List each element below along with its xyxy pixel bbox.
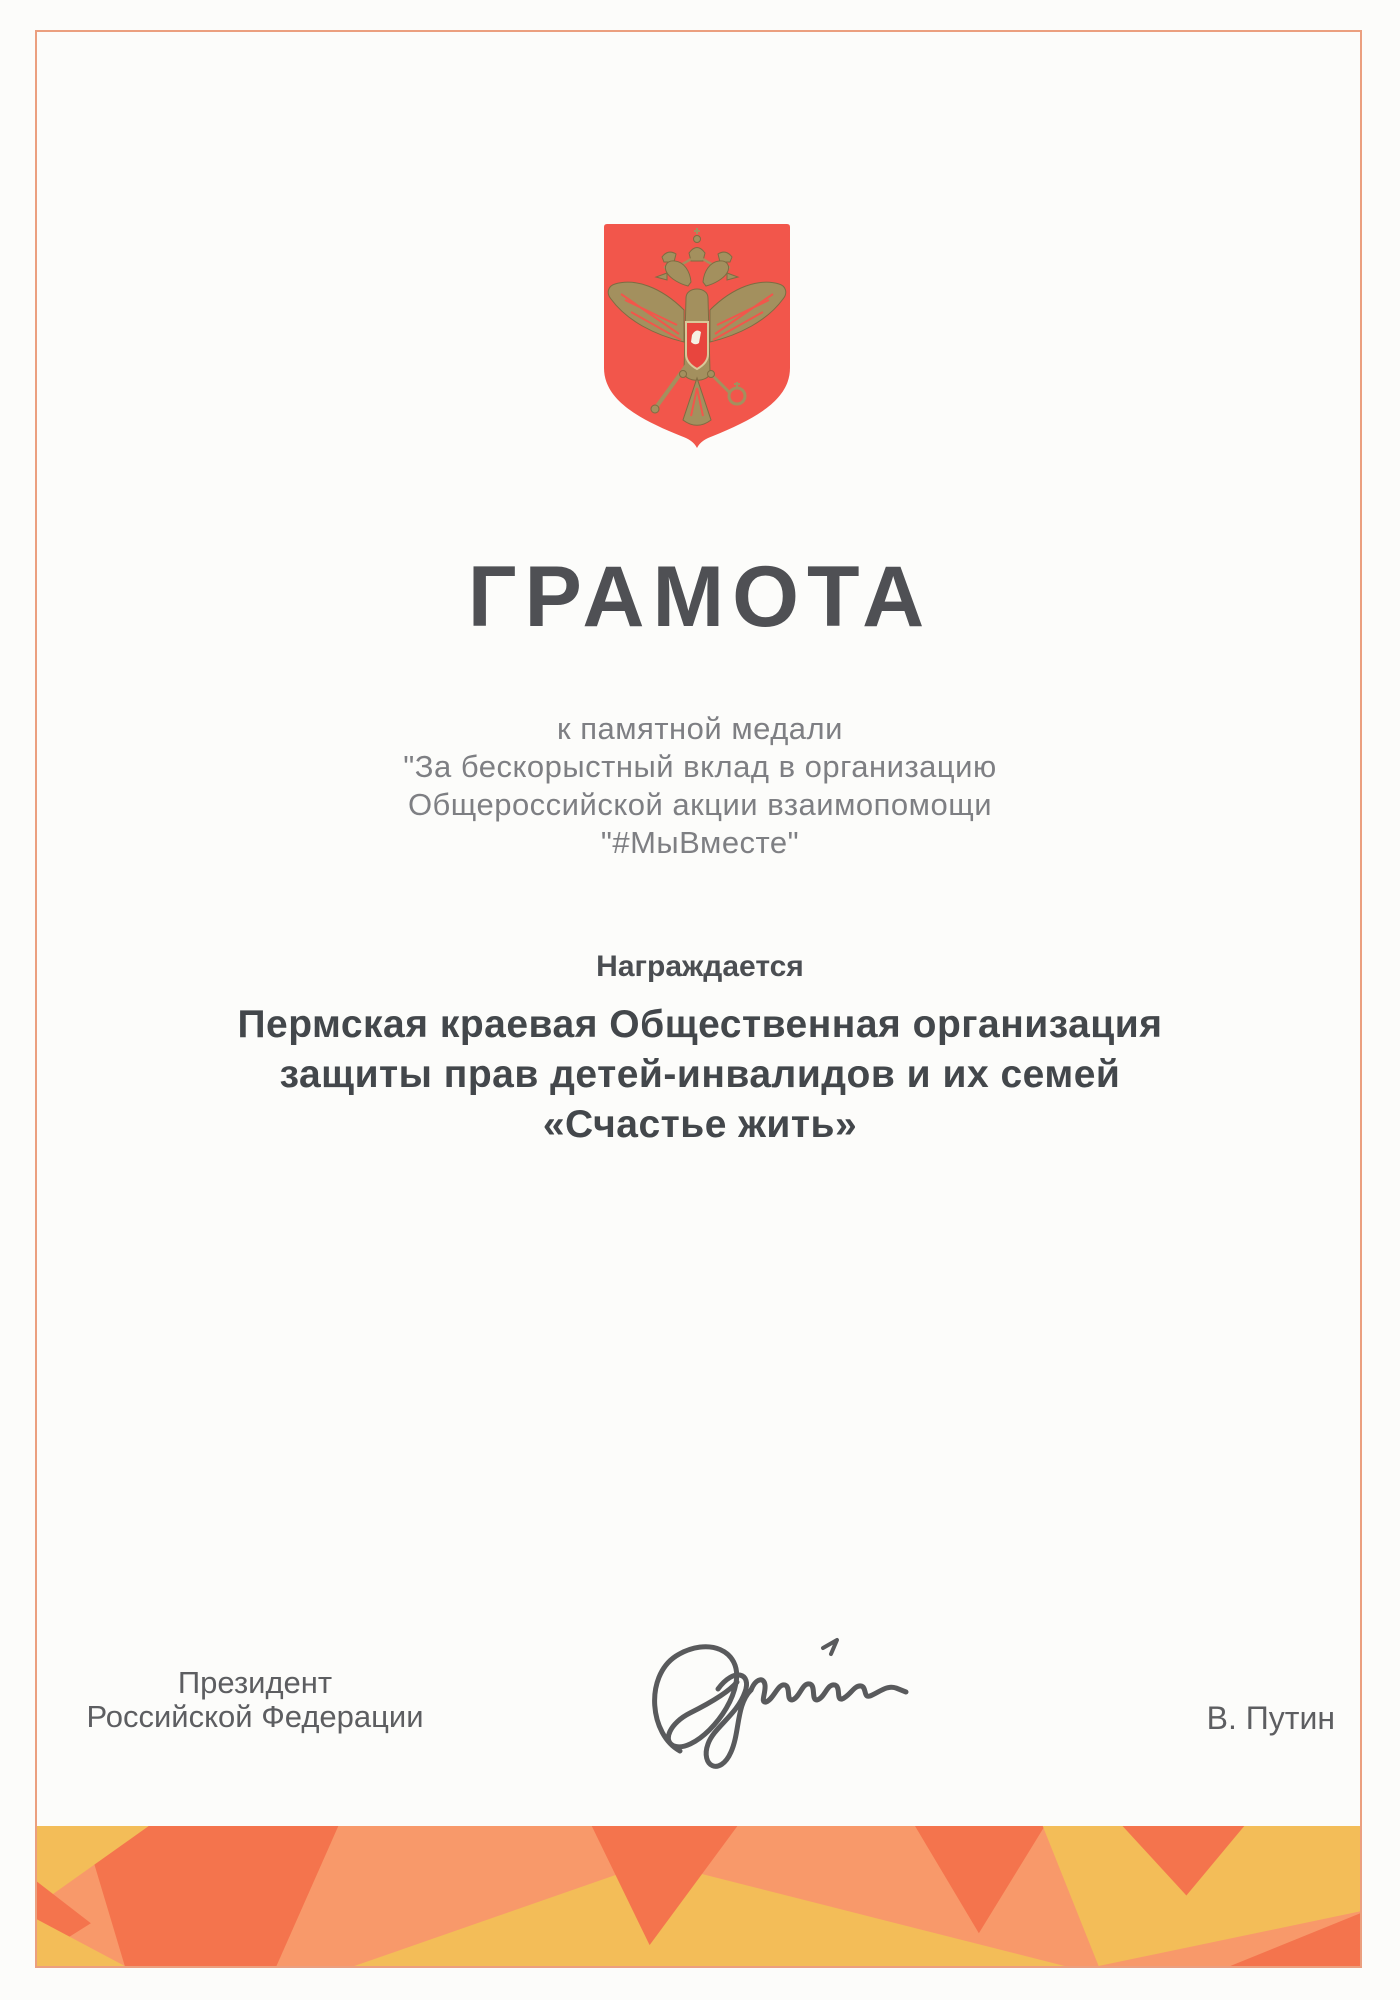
subtitle-line: к памятной медали bbox=[557, 711, 843, 746]
recipient-name bbox=[0, 1000, 1400, 1150]
subtitle-line: "За бескорыстный вклад в организацию bbox=[403, 749, 997, 784]
recipient-line: защиты прав детей-инвалидов и их семей bbox=[279, 1053, 1121, 1096]
subtitle-line: Общероссийской акции взаимопомощи bbox=[407, 787, 993, 822]
russian-coat-of-arms-icon bbox=[599, 222, 795, 453]
certificate-title: ГРАМОТА bbox=[467, 549, 933, 645]
signer-title bbox=[70, 1666, 440, 1734]
award-label: Награждается bbox=[596, 950, 804, 983]
signer-title-line: Российской Федерации bbox=[86, 1699, 424, 1734]
signature-icon bbox=[640, 1633, 940, 1785]
subtitle-line: "#МыВместе" bbox=[600, 825, 800, 860]
recipient-line: «Счастье жить» bbox=[542, 1103, 858, 1146]
recipient-line: Пермская краевая Общественная организация bbox=[237, 1003, 1163, 1046]
footer-pattern bbox=[37, 1826, 1360, 1966]
signer-title-line: Президент bbox=[177, 1665, 333, 1700]
medal-description bbox=[0, 710, 1400, 862]
signer-name: В. Путин bbox=[1206, 1700, 1335, 1736]
